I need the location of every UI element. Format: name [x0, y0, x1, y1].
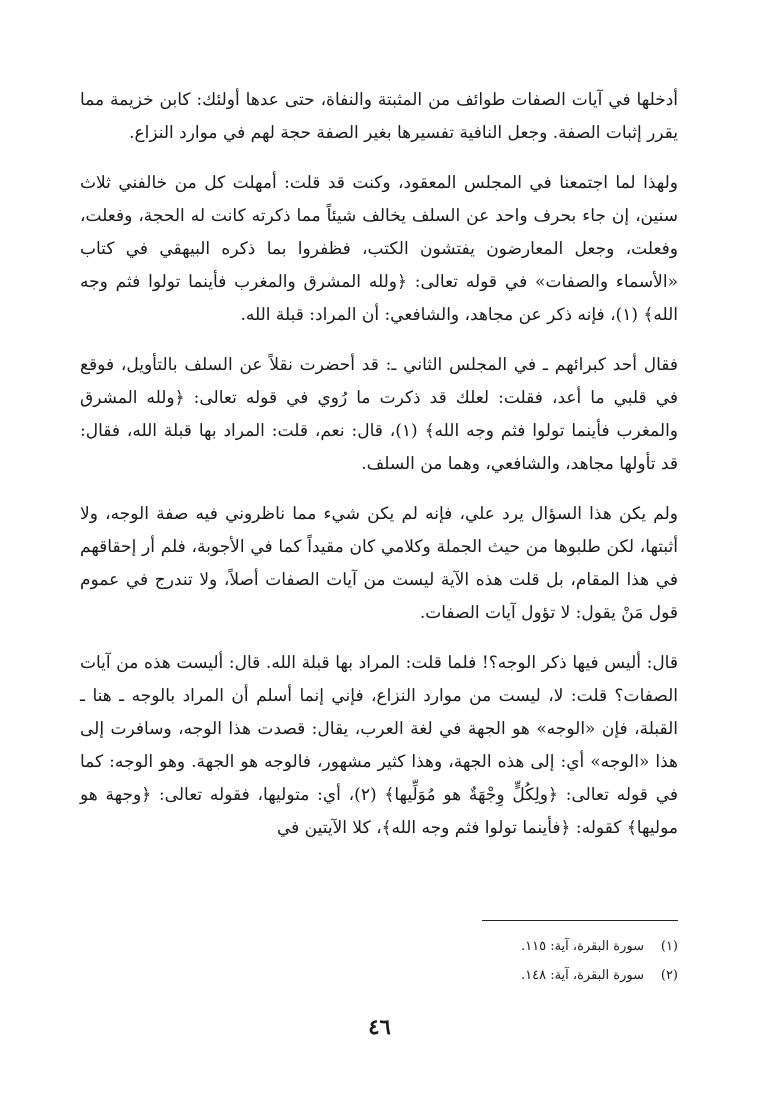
paragraph-2: ولهذا لما اجتمعنا في المجلس المعقود، وكنت قد قلت: أمهلت كل من خالفني ثلاث سنين، إن جاء بحرف واحد عن السلف يخالف شيئاً مما ذكرته كانت له الحجة، وفعلت، وفعلت، وجعل المعارضون يفتشون الكتب، فظفروا بما ذكره البيهقي في كتاب «الأسماء والصفات» في قوله تعالى: ﴿ولله المشرق والمغرب فأينما تولوا فثم وجه الله﴾ (١)، فإنه ذكر عن مجاهد، والشافعي: أن المراد: قبلة الله.: [80, 173, 678, 325]
footnote-text: سورة البقرة، آية: ١١٥.: [520, 939, 644, 954]
paragraph-3: فقال أحد كبرائهم ـ في المجلس الثاني ـ: قد أحضرت نقلاً عن السلف بالتأويل، فوقع في قلبي ما أعد، فقلت: لعلك قد ذكرت ما رُوي في قوله تعالى: ﴿ولله المشرق والمغرب فأينما تولوا فثم وجه الله﴾ (١)، قال: نعم، قلت: المراد بها قبلة الله، فقال: قد تأولها مجاهد، والشافعي، وهما من السلف.: [80, 355, 678, 474]
footnote-text: سورة البقرة، آية: ١٤٨.: [520, 968, 644, 983]
footnote-1: [300, 932, 678, 961]
paragraph-4: ولم يكن هذا السؤال يرد علي، فإنه لم يكن شيء مما ناظروني فيه صفة الوجه، ولا أثبتها، لكن طلبوها من حيث الجملة وكلامي كان مقيداً كما في الأجوبة، فلم أر إحقاقهم في هذا المقام، بل قلت هذه الآية ليست من آيات الصفات أصلاً، ولا تندرج في عموم قول مَنْ يقول: لا تؤول آيات الصفات.: [80, 504, 678, 623]
footnote-number: (١): [660, 939, 678, 954]
paragraph-5: قال: أليس فيها ذكر الوجه؟! فلما قلت: المراد بها قبلة الله. قال: أليست هذه من آيات الصفات؟ قلت: لا، ليست من موارد النزاع، فإني إنما أسلم أن المراد بالوجه ـ هنا ـ القبلة، فإن «الوجه» هو الجهة في لغة العرب، يقال: قصدت هذا الوجه، وسافرت إلى هذا «الوجه» أي: إلى هذه الجهة، وهذا كثير مشهور، فالوجه هو الجهة. وهو الوجه: كما في قوله تعالى: ﴿ولِكُلٍّ وِجْهَةٌ هو مُوَلِّيها﴾ (٢)، أي: متوليها، فقوله تعالى: ﴿وجهة هو موليها﴾ كقوله: ﴿فأينما تولوا فثم وجه الله﴾، كلا الآيتين في: [80, 653, 678, 838]
page-number: ٤٦: [368, 1014, 391, 1039]
paragraph-1: أدخلها في آيات الصفات طوائف من المثبتة والنفاة، حتى عدها أولئك: كابن خزيمة مما يقرر إثبات الصفة. وجعل النافية تفسيرها بغير الصفة حجة لهم في موارد النزاع.: [80, 90, 678, 143]
footnote-2: [300, 961, 678, 990]
body-text: [80, 84, 678, 845]
footnotes: [300, 932, 678, 990]
footnote-divider: [482, 920, 678, 921]
footnote-number: (٢): [660, 968, 678, 983]
